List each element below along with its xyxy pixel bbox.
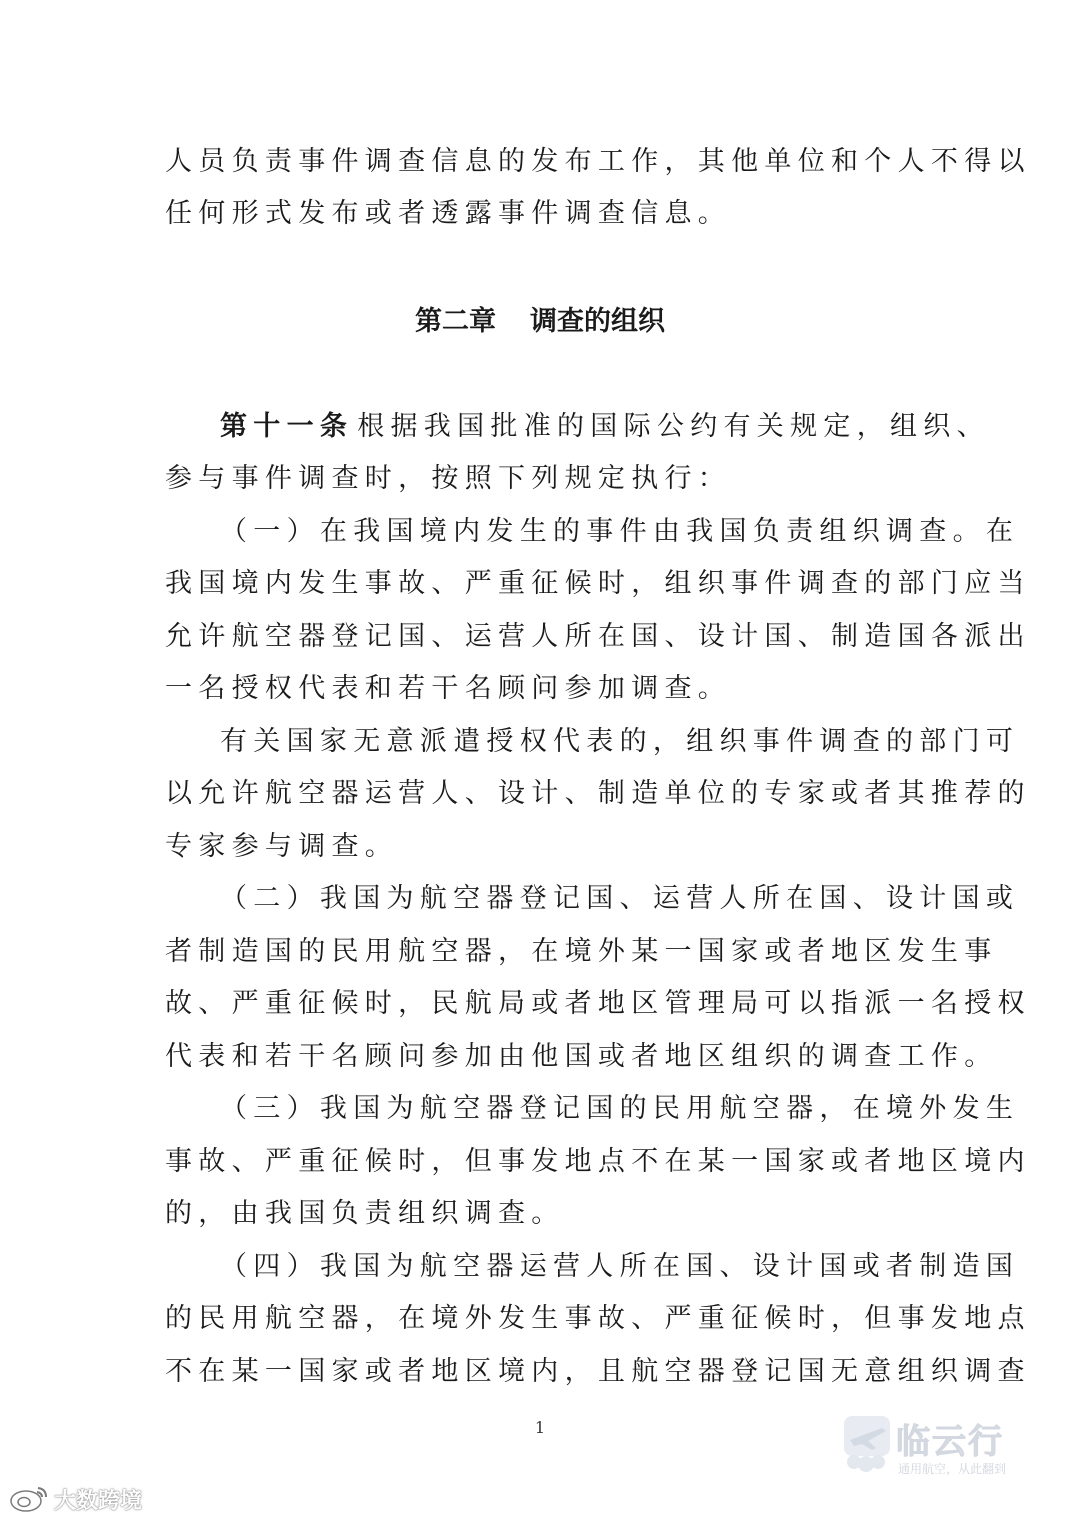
text-line: 任何形式发布或者透露事件调查信息。 [165,198,732,229]
text-line: 以允许航空器运营人、设计、制造单位的专家或者其推荐的 [165,778,1031,809]
chapter-title: 调查的组织 [530,306,665,337]
logo-text: 临云行 [896,1423,1004,1461]
text-line: 事故、严重征候时，但事发地点不在某一国家或者地区境内 [165,1146,1031,1177]
article-text: 根据我国批准的国际公约有关规定，组织、 [357,411,990,442]
text-line: 不在某一国家或者地区境内，且航空器登记国无意组织调查 [165,1356,1031,1387]
text-line: 代表和若干名顾问参加由他国或者地区组织的调查工作。 [165,1041,998,1072]
source-watermark-text: 大数跨境 [54,1488,143,1513]
text-line: 参与事件调查时，按照下列规定执行： [165,463,732,494]
logo-watermark [842,1414,1032,1484]
text-line: 的，由我国负责组织调查。 [165,1198,565,1229]
text-line: 允许航空器登记国、运营人所在国、设计国、制造国各派出 [165,621,1031,652]
text-line: （一）在我国境内发生的事件由我国负责组织调查。在 [220,516,1020,547]
chapter-number: 第二章 [415,306,496,337]
text-line: （三）我国为航空器登记国的民用航空器，在境外发生 [220,1093,1020,1124]
article-label: 第十一条 [220,411,354,442]
page-number: 1 [534,1418,546,1437]
article-first-line [220,407,990,447]
text-line: 专家参与调查。 [165,831,399,862]
text-line: 者制造国的民用航空器，在境外某一国家或者地区发生事 [165,936,998,967]
text-line: 的民用航空器，在境外发生事故、严重征候时，但事发地点 [165,1303,1031,1334]
text-line: 人员负责事件调查信息的发布工作，其他单位和个人不得以 [165,146,1031,177]
text-line: （二）我国为航空器登记国、运营人所在国、设计国或 [220,883,1020,914]
chapter-heading [0,302,1080,342]
logo-subtext: 通用航空，从此翻到 [898,1462,1007,1476]
text-line: （四）我国为航空器运营人所在国、设计国或者制造国 [220,1251,1020,1282]
source-watermark [8,1478,168,1518]
text-line: 我国境内发生事故、严重征候时，组织事件调查的部门应当 [165,568,1031,599]
text-line: 故、严重征候时，民航局或者地区管理局可以指派一名授权 [165,988,1031,1019]
text-line: 一名授权代表和若干名顾问参加调查。 [165,673,732,704]
text-line: 有关国家无意派遣授权代表的，组织事件调查的部门可 [220,726,1020,757]
